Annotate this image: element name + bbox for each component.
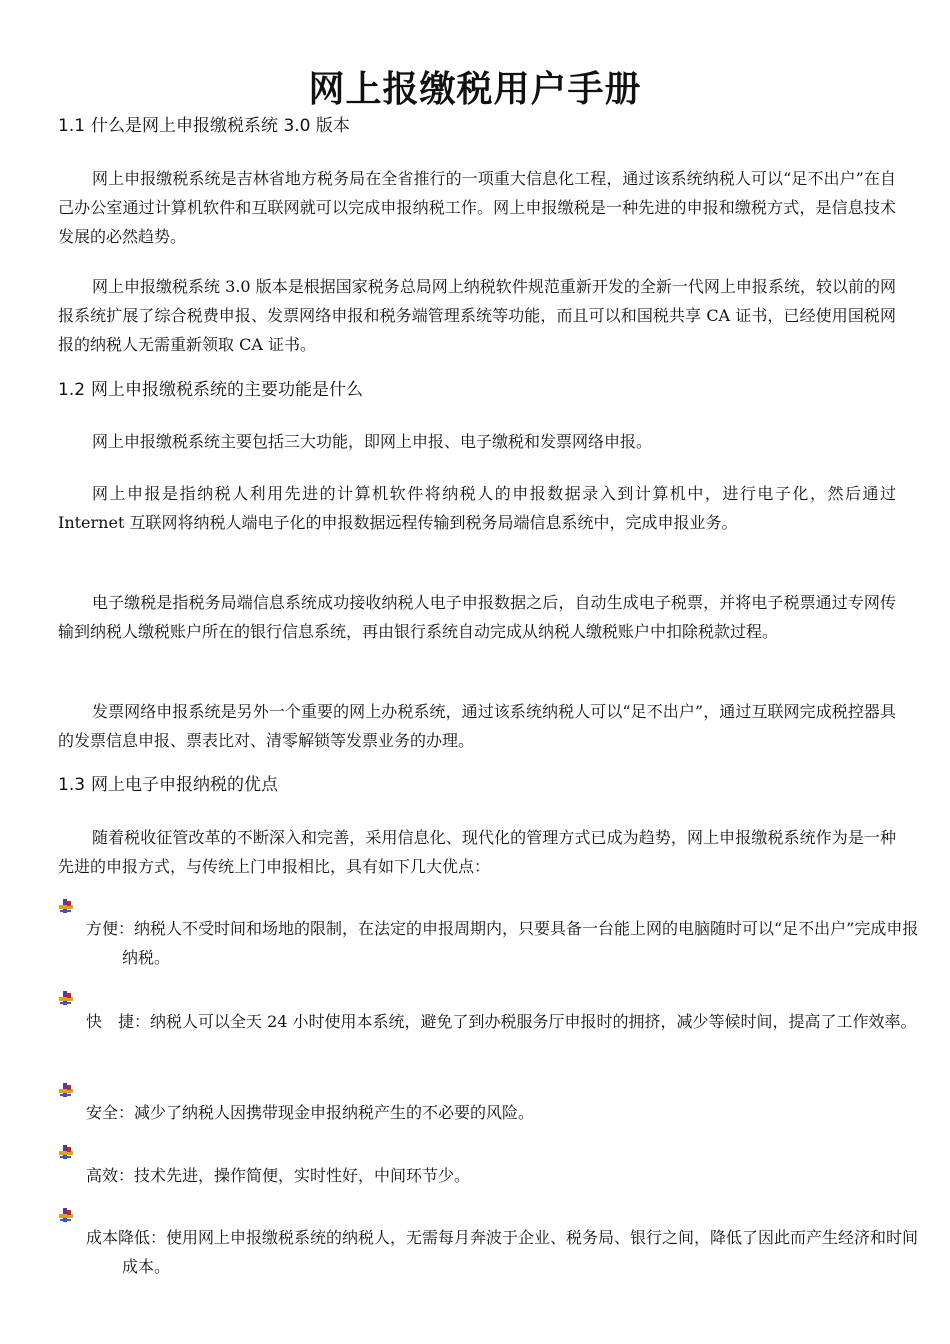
paragraph: 网上申报是指纳税人利用先进的计算机软件将纳税人的申报数据录入到计算机中，进行电子化，然后通过 Internet 互联网将纳税人端电子化的申报数据远程传输到税务局端信息系统中，完成申报业务。 (58, 484, 896, 532)
document-title: 网上报缴税用户手册 (308, 69, 642, 110)
paragraph: 随着税收征管改革的不断深入和完善，采用信息化、现代化的管理方式已成为趋势，网上申报缴税系统作为是一种先进的申报方式，与传统上门申报相比，具有如下几大优点： (58, 828, 896, 876)
paragraph: 网上申报缴税系统是吉林省地方税务局在全省推行的一项重大信息化工程，通过该系统纳税人可以“足不出户”在自己办公室通过计算机软件和互联网就可以完成申报纳税工作。网上申报缴税是一种先进的申报和缴税方式，是信息技术发展的必然趋势。 (58, 169, 896, 246)
book-bullet-icon (58, 990, 74, 1006)
book-bullet-icon (58, 898, 74, 914)
book-bullet-icon (58, 1082, 74, 1098)
advantage-item: 高效：技术先进，操作简便，实时性好，中间环节少。 (86, 1166, 471, 1185)
section-heading-1-1 (58, 113, 350, 139)
section-number: 1.3 (58, 775, 86, 795)
section-number: 1.2 (58, 380, 86, 400)
advantage-item: 安全：减少了纳税人因携带现金申报纳税产生的不必要的风险。 (86, 1103, 535, 1122)
section-number: 1.1 (58, 116, 86, 136)
paragraph: 网上申报缴税系统 3.0 版本是根据国家税务总局网上纳税软件规范重新开发的全新一代网上申报系统，较以前的网报系统扩展了综合税费申报、发票网络申报和税务端管理系统等功能，而且可以和国税共享 CA 证书，已经使用国税网报的纳税人无需重新领取 CA 证书。 (58, 277, 896, 354)
paragraph: 发票网络申报系统是另外一个重要的网上办税系统，通过该系统纳税人可以“足不出户”，通过互联网完成税控器具的发票信息申报、票表比对、清零解锁等发票业务的办理。 (58, 702, 896, 750)
section-heading-1-3 (58, 772, 278, 798)
section-title: 网上申报缴税系统的主要功能是什么 (91, 380, 364, 400)
paragraph: 电子缴税是指税务局端信息系统成功接收纳税人电子申报数据之后，自动生成电子税票，并将电子税票通过专网传输到纳税人缴税账户所在的银行信息系统，再由银行系统自动完成从纳税人缴税账户中扣除税款过程。 (58, 593, 896, 641)
section-title: 什么是网上申报缴税系统 3.0 版本 (91, 116, 350, 136)
advantage-item: 方便：纳税人不受时间和场地的限制，在法定的申报周期内，只要具备一台能上网的电脑随时可以“足不出户”完成申报纳税。 (86, 919, 919, 967)
advantage-item: 快 捷：纳税人可以全天 24 小时使用本系统，避免了到办税服务厅申报时的拥挤，减少等候时间，提高了工作效率。 (86, 1012, 917, 1031)
section-heading-1-2 (58, 377, 363, 403)
advantage-item: 成本降低：使用网上申报缴税系统的纳税人，无需每月奔波于企业、税务局、银行之间，降低了因此而产生经济和时间成本。 (86, 1228, 919, 1276)
paragraph: 网上申报缴税系统主要包括三大功能，即网上申报、电子缴税和发票网络申报。 (92, 432, 653, 451)
book-bullet-icon (58, 1144, 74, 1160)
section-title: 网上电子申报纳税的优点 (91, 775, 279, 795)
book-bullet-icon (58, 1207, 74, 1223)
